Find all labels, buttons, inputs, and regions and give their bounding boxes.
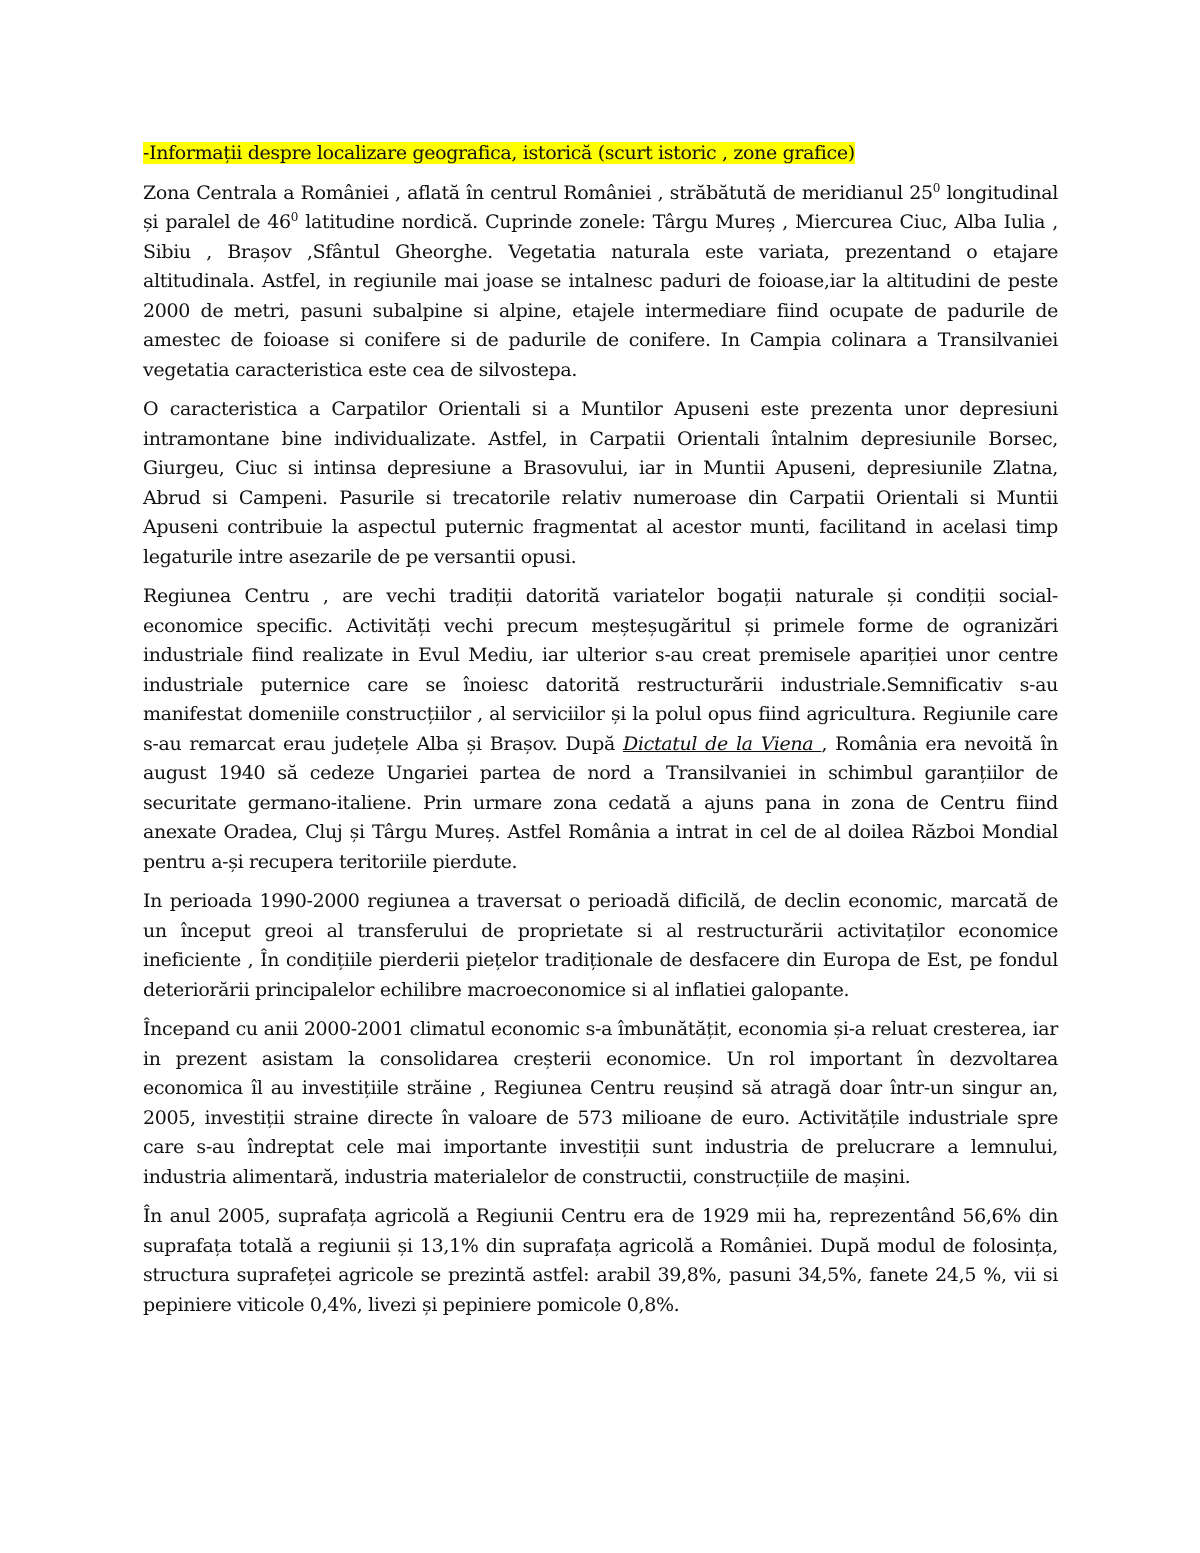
document-body: [143, 139, 1058, 1330]
degree-superscript: 0: [290, 210, 299, 224]
paragraph-agriculture: În anul 2005, suprafața agricolă a Regiunii Centru era de 1929 mii ha, reprezentând 56,6% din suprafața totală a regiunii și 13,1% din suprafața agricolă a României. După modul de folosința, structura suprafeței agricole se prezintă astfel: arabil 39,8%, pasuni 34,5%, fanete 24,5 %, vii si pepiniere viticole 0,4%, livezi și pepiniere pomicole 0,8%.: [143, 1205, 1058, 1316]
dictatul-viena-link[interactable]: Dictatul de la Viena: [623, 732, 822, 755]
paragraph-location-text-c: latitudine nordică. Cuprinde zonele: Târgu Mureș , Miercurea Ciuc, Alba Iulia , Sibiu , Brașov ,Sfântul Gheorghe. Vegetatia naturala este variata, prezentand o etajare altitudinala. Astfel, in regiunile mai joase se intalnesc paduri de foioase,iar la altitudini de peste 2000 de metri, pasuni subalpine si alpine, etajele intermediare fiind ocupate de padurile de amestec de foioase si conifere si de padurile de conifere. In Campia colinara a Transilvaniei vegetatia caracteristica este cea de silvostepa.: [143, 211, 1058, 381]
paragraph-location-text-b: longitudinal și paralel de 46: [143, 181, 1058, 233]
paragraph-history: [143, 582, 1058, 877]
paragraph-history-text-b: , România era nevoită în august 1940 să cedeze Ungariei partea de nord a Transilvaniei in schimbul garanțiilor de securitate germano-italiene. Prin urmare zona cedată a ajuns pana in zona de Centru fiind anexate Oradea, Cluj și Târgu Mureș. Astfel România a intrat in cel de al doilea Război Mondial pentru a-și recupera teritoriile pierdute.: [143, 732, 1058, 873]
degree-superscript: 0: [932, 180, 941, 195]
paragraph-decline: In perioada 1990-2000 regiunea a traversat o perioadă dificilă, de declin economic, marcată de un început greoi al transferului de proprietate si al restructurării activitaților economice ineficiente , În condițiile pierderii piețelor tradiționale de desfacere din Europa de Est, pe fondul deteriorării principalelor echilibre macroeconomice si al inflatiei galopante.: [143, 890, 1058, 1001]
paragraph-relief: O caracteristica a Carpatilor Orientali si a Muntilor Apuseni este prezenta unor depresiuni intramontane bine individualizate. Astfel, in Carpatii Orientali întalnim depresiunile Borsec, Giurgeu, Ciuc si intinsa depresiune a Brasovului, iar in Muntii Apuseni, depresiunile Zlatna, Abrud si Campeni. Pasurile si trecatorile relativ numeroase din Carpatii Orientali si Muntii Apuseni contribuie la aspectul puternic fragmentat al acestor munti, facilitand in acelasi timp legaturile intre asezarile de pe versantii opusi.: [143, 398, 1058, 568]
paragraph-history-text-a: Regiunea Centru , are vechi tradiții datorită variatelor bogații naturale și condiții social-economice specific. Activități vechi precum meșteșugăritul și primele forme de ogranizări industriale fiind realizate in Evul Mediu, iar ulterior s-au creat premisele apariției unor centre industriale puternice care se înoiesc datorită restructurării industriale.Semnificativ s-au manifestat domeniile construcțiilor , al serviciilor și la polul opus fiind agricultura. Regiunile care s-au remarcat erau județele Alba și Brașov. După: [143, 585, 1058, 755]
section-heading: [143, 139, 1058, 169]
highlighted-heading-text: -Informații despre localizare geografica, istorică (scurt istoric , zone grafice): [143, 142, 855, 164]
paragraph-location-text-a: Zona Centrala a României , aflată în centrul României , străbătută de meridianul 25: [143, 181, 933, 204]
paragraph-location: [143, 179, 1058, 386]
paragraph-growth: Începand cu anii 2000-2001 climatul economic s-a îmbunătățit, economia și-a reluat cresterea, iar in prezent asistam la consolidarea creșterii economice. Un rol important în dezvoltarea economica îl au investițiile străine , Regiunea Centru reușind să atragă doar într-un singur an, 2005, investiții straine directe în valoare de 573 milioane de euro. Activitățile industriale spre care s-au îndreptat cele mai importante investiții sunt industria de prelucrare a lemnului, industria alimentară, industria materialelor de constructii, construcțiile de mașini.: [143, 1018, 1058, 1188]
